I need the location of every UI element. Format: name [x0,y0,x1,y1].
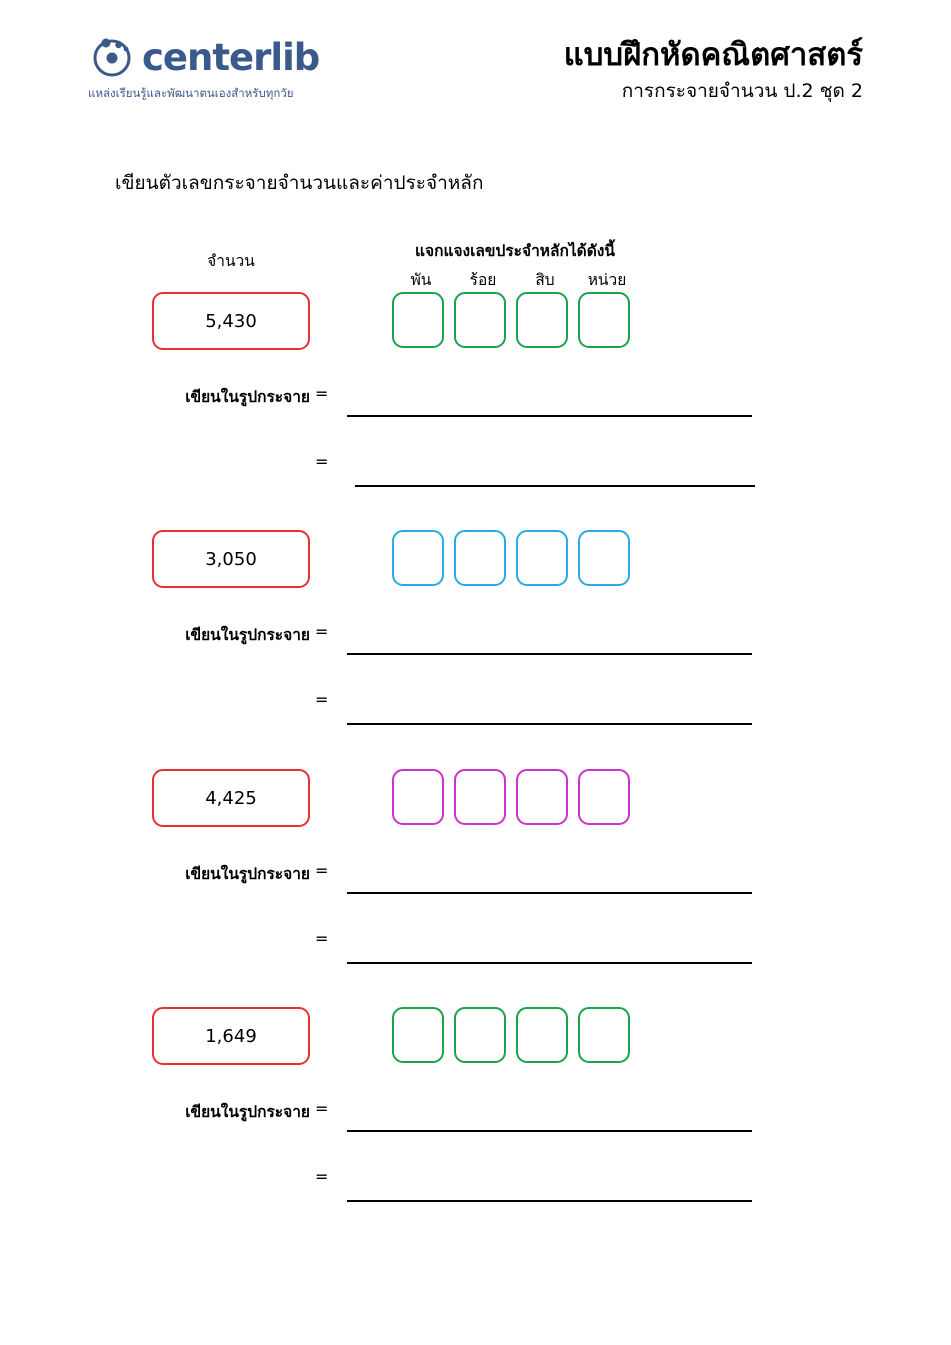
exercise-item [0,1007,951,1237]
place-label-hundreds: ร้อย [469,271,497,289]
place-box-ones[interactable] [578,530,630,586]
number-box: 5,430 [152,292,310,350]
exercise-item [0,769,951,999]
answer-line-1[interactable] [347,415,752,417]
answer-line-2[interactable] [347,1200,752,1202]
brand-tagline: แหล่งเรียนรู้และพัฒนาตนเองสำหรับทุกวัย [88,86,294,100]
place-box-hundreds[interactable] [454,530,506,586]
exercise-item [0,292,951,522]
place-value-boxes [392,1007,630,1063]
place-box-tens[interactable] [516,292,568,348]
answer-line-2[interactable] [355,485,755,487]
equals-sign: = [315,452,329,471]
number-box: 1,649 [152,1007,310,1065]
place-box-thousands[interactable] [392,292,444,348]
equals-sign: = [315,690,329,709]
expanded-form-label: เขียนในรูปกระจาย [185,388,310,406]
answer-line-2[interactable] [347,962,752,964]
answer-line-1[interactable] [347,1130,752,1132]
centerlib-dots-logo-icon [88,33,136,81]
equals-sign: = [315,622,329,641]
page-title: แบบฝึกหัดคณิตศาสตร์ [563,37,863,73]
column-header-number: จำนวน [207,252,255,270]
place-box-hundreds[interactable] [454,292,506,348]
place-box-tens[interactable] [516,530,568,586]
equals-sign: = [315,1099,329,1118]
place-box-thousands[interactable] [392,769,444,825]
place-box-ones[interactable] [578,1007,630,1063]
expanded-form-label: เขียนในรูปกระจาย [185,865,310,883]
title-block [564,38,863,106]
expanded-form-label: เขียนในรูปกระจาย [185,626,310,644]
place-label-tens: สิบ [535,271,555,289]
place-box-thousands[interactable] [392,530,444,586]
page-header [0,0,951,150]
place-value-boxes [392,530,630,586]
instruction-text: เขียนตัวเลขกระจายจำนวนและค่าประจำหลัก [115,172,484,194]
exercise-item [0,530,951,760]
number-box: 4,425 [152,769,310,827]
number-box: 3,050 [152,530,310,588]
place-label-ones: หน่วย [587,271,627,289]
equals-sign: = [315,929,329,948]
place-box-thousands[interactable] [392,1007,444,1063]
place-box-tens[interactable] [516,1007,568,1063]
place-value-boxes [392,292,630,348]
brand-name: centerlib [142,35,320,79]
place-value-header [390,238,640,292]
equals-sign: = [315,861,329,880]
answer-line-1[interactable] [347,653,752,655]
place-box-hundreds[interactable] [454,1007,506,1063]
equals-sign: = [315,384,329,403]
expanded-form-label: เขียนในรูปกระจาย [185,1103,310,1121]
equals-sign: = [315,1167,329,1186]
place-value-boxes [392,769,630,825]
place-box-ones[interactable] [578,769,630,825]
page-subtitle: การกระจายจำนวน ป.2 ชุด 2 [621,79,863,102]
place-label-thousands: พัน [410,271,432,289]
place-box-ones[interactable] [578,292,630,348]
answer-line-1[interactable] [347,892,752,894]
answer-line-2[interactable] [347,723,752,725]
place-box-tens[interactable] [516,769,568,825]
brand-logo [88,33,338,103]
place-value-title: แจกแจงเลขประจำหลักได้ดังนี้ [415,242,615,260]
place-box-hundreds[interactable] [454,769,506,825]
